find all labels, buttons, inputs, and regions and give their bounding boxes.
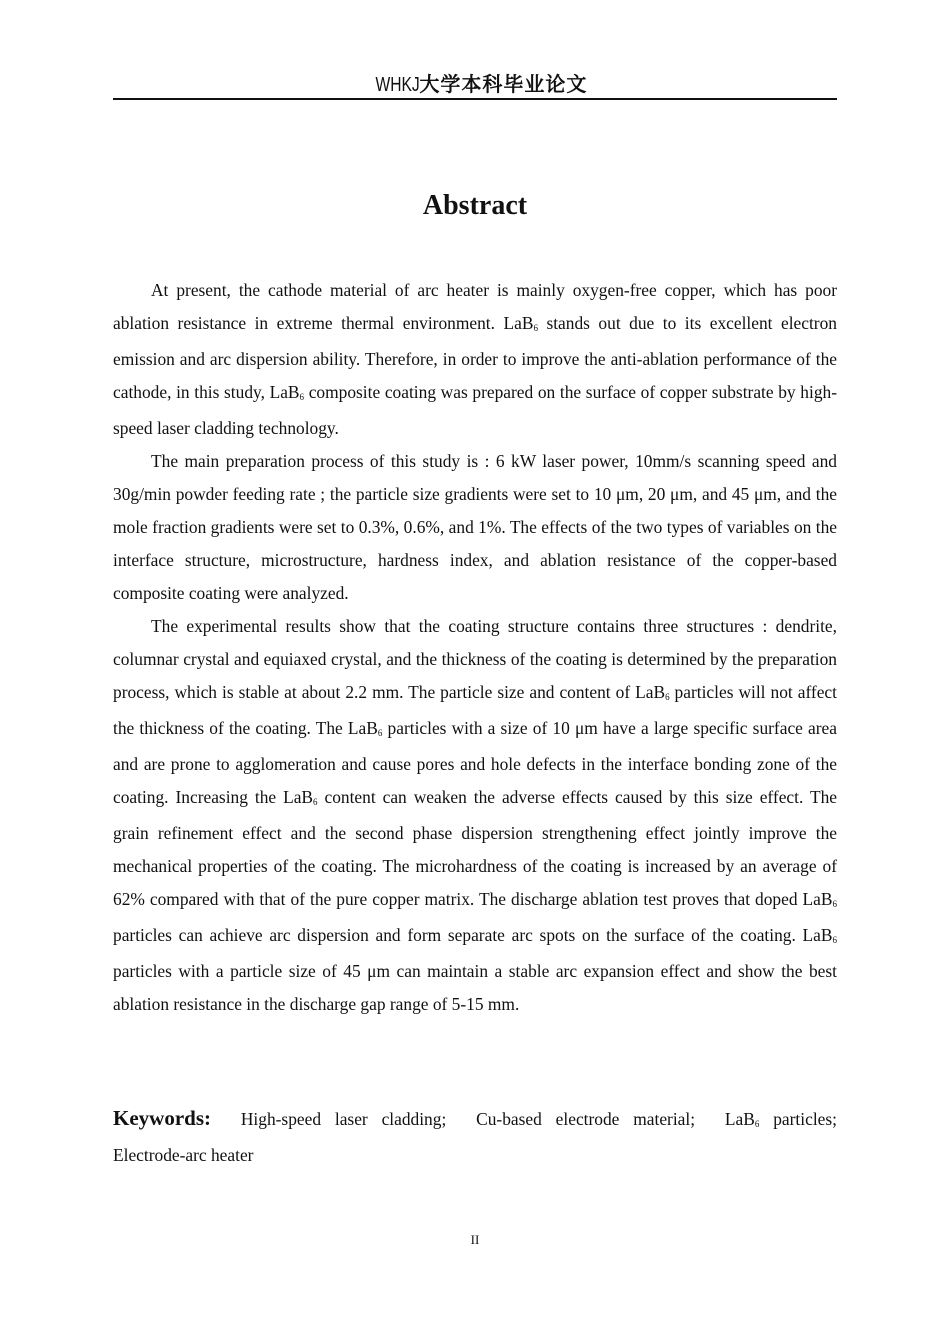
subscript: 6 [313,797,318,807]
header-cjk-text: 大学本科毕业论文 [419,72,588,96]
abstract-paragraph-1 [113,274,837,445]
header-latin-text: WHKJ [375,74,420,96]
keyword-item-3-sub: 6 [754,1119,760,1129]
keyword-item-3-pre: LaB [724,1109,755,1129]
text-run: particles can achieve arc dispersion and form separate arc spots on the surface of the coating. LaB [113,925,833,945]
subscript: 6 [832,899,837,909]
page-number: II [470,1232,480,1247]
keywords-label: Keywords: [113,1106,211,1130]
abstract-title: Abstract [422,190,528,221]
text-run: stands out due to its excellent electron emission and arc dispersion ability. Therefore, in order to improve the anti-ablation performance of the cathode, in this study, LaB [113,313,837,402]
text-run: composite coating was prepared on the surface of copper substrate by high-speed laser cladding technology. [113,382,837,438]
subscript: 6 [665,692,670,702]
text-run: The experimental results show that the coating structure contains three structures : dendrite, columnar crystal and equiaxed crystal, and the thickness of the coating is determined by the preparation process, which is stable at about 2.2 mm. The particle size and content of LaB [113,616,837,702]
subscript: 6 [533,323,538,333]
keyword-item-3 [725,1109,837,1129]
keyword-item-1: High-speed laser cladding; [240,1109,447,1129]
text-run: particles with a size of 10 μm have a large specific surface area and are prone to agglomeration and cause pores and hole defects in the interface bonding zone of the coating. Increasing the LaB [113,718,837,807]
subscript: 6 [832,935,837,945]
abstract-paragraph-2 [113,445,837,610]
abstract-paragraph-3 [113,610,837,1021]
text-run: particles will not affect the thickness of the coating. The LaB [113,682,837,738]
text-run: The main preparation process of this study is : 6 kW laser power, 10mm/s scanning speed and 30g/min powder feeding rate ; the particle size gradients were set to 10 μm, 20 μm, and 45 μm, and the mole fraction gradients were set to 0.3%, 0.6%, and 1%. The effects of the two types of variables on the interface structure, microstructure, hardness index, and ablation resistance of the copper-based composite coating were analyzed. [113,451,837,603]
text-run: particles with a particle size of 45 μm can maintain a stable arc expansion effect and show the best ablation resistance in the discharge gap range of 5-15 mm. [113,961,837,1014]
running-header [113,66,837,100]
subscript: 6 [299,392,305,402]
keyword-item-2: Cu-based electrode material; [476,1109,696,1129]
subscript: 6 [377,728,383,738]
text-run: At present, the cathode material of arc heater is mainly oxygen-free copper, which has poor ablation resistance in extreme thermal environment. LaB [113,280,837,333]
text-run: content can weaken the adverse effects caused by this size effect. The grain refinement effect and the second phase dispersion strengthening effect jointly improve the mechanical properties of the coating. The microhardness of the coating is increased by an average of 62% compared with that of the pure copper matrix. The discharge ablation test proves that doped LaB [113,787,837,909]
keyword-item-3-post: particles; [759,1109,837,1129]
keyword-item-4: Electrode-arc heater [113,1145,254,1165]
keywords-section [113,1102,837,1172]
abstract-body [113,274,837,1021]
